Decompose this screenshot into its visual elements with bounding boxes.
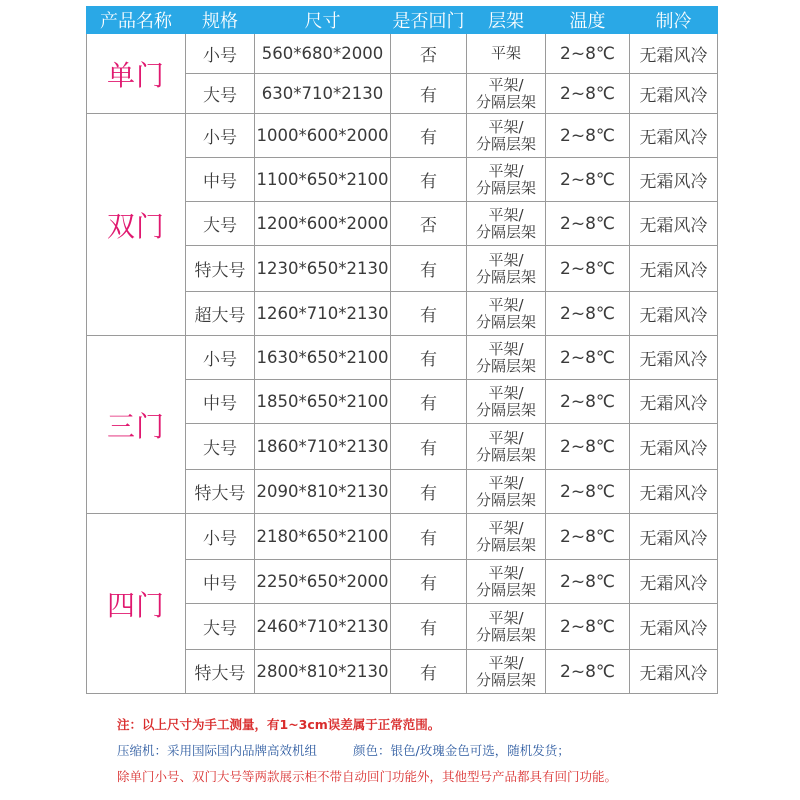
cooling-cell: 无霜风冷: [630, 560, 718, 604]
temperature-cell: 2~8℃: [546, 424, 630, 470]
temperature-cell: 2~8℃: [546, 114, 630, 158]
size-cell: 1850*650*2100: [255, 380, 391, 424]
temperature-cell: 2~8℃: [546, 158, 630, 202]
size-cell: 630*710*2130: [255, 74, 391, 114]
spec-cell: 特大号: [186, 650, 255, 694]
rack-text: 平架/: [488, 117, 524, 136]
rack-text: 平架/: [488, 295, 524, 314]
spec-cell: 大号: [186, 202, 255, 246]
table-row: [87, 114, 718, 158]
size-cell: 2250*650*2000: [255, 560, 391, 604]
spec-cell: 特大号: [186, 246, 255, 292]
rack-text: 分隔层架: [475, 490, 536, 509]
spec-cell: 中号: [186, 380, 255, 424]
rack-text: 分隔层架: [475, 535, 536, 554]
header-rack: 层架: [467, 7, 546, 34]
auto-door-cell: 有: [391, 336, 467, 380]
spec-cell: 大号: [186, 604, 255, 650]
cooling-cell: 无霜风冷: [630, 604, 718, 650]
auto-door-cell: 有: [391, 74, 467, 114]
cooling-cell: 无霜风冷: [630, 114, 718, 158]
rack-cell: [467, 336, 546, 380]
cooling-cell: 无霜风冷: [630, 292, 718, 336]
auto-door-cell: 有: [391, 292, 467, 336]
size-cell: 1230*650*2130: [255, 246, 391, 292]
rack-text: 分隔层架: [475, 92, 536, 111]
spec-cell: 中号: [186, 158, 255, 202]
size-cell: 1100*650*2100: [255, 158, 391, 202]
rack-text: 平架/: [488, 428, 524, 447]
rack-text: 平架/: [488, 205, 524, 224]
rack-text: 分隔层架: [475, 312, 536, 331]
temperature-cell: 2~8℃: [546, 470, 630, 514]
spec-cell: 小号: [186, 114, 255, 158]
rack-text: 分隔层架: [475, 356, 536, 375]
rack-cell: [467, 74, 546, 114]
spec-table-container: [86, 6, 717, 694]
rack-text: 平架/: [488, 608, 524, 627]
spec-table: [86, 6, 718, 694]
header-temperature: 温度: [546, 7, 630, 34]
auto-door-cell: 有: [391, 424, 467, 470]
note-compressor: 压缩机：采用国际国内品牌高效机组: [117, 743, 318, 758]
spec-cell: 大号: [186, 424, 255, 470]
rack-cell: [467, 604, 546, 650]
rack-cell: [467, 650, 546, 694]
spec-cell: 特大号: [186, 470, 255, 514]
product-group-name: 三门: [87, 336, 186, 514]
temperature-cell: 2~8℃: [546, 246, 630, 292]
temperature-cell: 2~8℃: [546, 202, 630, 246]
auto-door-cell: 有: [391, 470, 467, 514]
cooling-cell: 无霜风冷: [630, 470, 718, 514]
spec-cell: 小号: [186, 514, 255, 560]
spec-cell: 小号: [186, 336, 255, 380]
auto-door-cell: 有: [391, 158, 467, 202]
header-spec: 规格: [186, 7, 255, 34]
size-cell: 1260*710*2130: [255, 292, 391, 336]
notes: [117, 712, 617, 790]
rack-cell: [467, 470, 546, 514]
rack-text: 平架/: [488, 473, 524, 492]
rack-cell: [467, 34, 546, 74]
cooling-cell: 无霜风冷: [630, 74, 718, 114]
header-cooling: 制冷: [630, 7, 718, 34]
header-product-name: 产品名称: [87, 7, 186, 34]
auto-door-cell: 有: [391, 514, 467, 560]
rack-text: 分隔层架: [475, 445, 536, 464]
rack-text: 平架/: [488, 75, 524, 94]
rack-text: 平架: [490, 44, 521, 62]
cooling-cell: 无霜风冷: [630, 336, 718, 380]
rack-text: 分隔层架: [475, 400, 536, 419]
size-cell: 2800*810*2130: [255, 650, 391, 694]
product-group-name: 单门: [87, 34, 186, 114]
note-measurement: 注：以上尺寸为手工测量，有1~3cm误差属于正常范围。: [117, 717, 441, 732]
size-cell: 560*680*2000: [255, 34, 391, 74]
header-size: 尺寸: [255, 7, 391, 34]
cooling-cell: 无霜风冷: [630, 650, 718, 694]
rack-text: 平架/: [488, 250, 524, 269]
rack-text: 平架/: [488, 563, 524, 582]
table-row: [87, 514, 718, 560]
auto-door-cell: 有: [391, 604, 467, 650]
rack-text: 分隔层架: [475, 134, 536, 153]
rack-text: 分隔层架: [475, 625, 536, 644]
rack-text: 分隔层架: [475, 267, 536, 286]
cooling-cell: 无霜风冷: [630, 380, 718, 424]
spec-cell: 超大号: [186, 292, 255, 336]
table-row: [87, 336, 718, 380]
size-cell: 2180*650*2100: [255, 514, 391, 560]
auto-door-cell: 有: [391, 246, 467, 292]
size-cell: 1000*600*2000: [255, 114, 391, 158]
size-cell: 1630*650*2100: [255, 336, 391, 380]
table-row: [87, 34, 718, 74]
rack-cell: [467, 202, 546, 246]
auto-door-cell: 有: [391, 114, 467, 158]
size-cell: 1200*600*2000: [255, 202, 391, 246]
header-auto-door: 是否回门: [391, 7, 467, 34]
spec-cell: 大号: [186, 74, 255, 114]
temperature-cell: 2~8℃: [546, 604, 630, 650]
rack-text: 平架/: [488, 653, 524, 672]
temperature-cell: 2~8℃: [546, 380, 630, 424]
cooling-cell: 无霜风冷: [630, 424, 718, 470]
rack-cell: [467, 514, 546, 560]
note-color: 颜色：银色/玫瑰金色可选，随机发货；: [353, 743, 570, 758]
rack-cell: [467, 292, 546, 336]
rack-text: 分隔层架: [475, 222, 536, 241]
table-header-row: [87, 7, 718, 34]
rack-text: 分隔层架: [475, 580, 536, 599]
rack-cell: [467, 114, 546, 158]
cooling-cell: 无霜风冷: [630, 514, 718, 560]
auto-door-cell: 有: [391, 560, 467, 604]
table-body: [87, 34, 718, 694]
rack-cell: [467, 158, 546, 202]
temperature-cell: 2~8℃: [546, 560, 630, 604]
cooling-cell: 无霜风冷: [630, 34, 718, 74]
temperature-cell: 2~8℃: [546, 650, 630, 694]
rack-text: 平架/: [488, 383, 524, 402]
note-auto-door: 除单门小号、双门大号等两款展示柜不带自动回门功能外，其他型号产品都具有回门功能。: [117, 769, 618, 784]
temperature-cell: 2~8℃: [546, 34, 630, 74]
temperature-cell: 2~8℃: [546, 514, 630, 560]
rack-text: 分隔层架: [475, 670, 536, 689]
product-group-name: 四门: [87, 514, 186, 694]
spec-cell: 小号: [186, 34, 255, 74]
temperature-cell: 2~8℃: [546, 336, 630, 380]
rack-cell: [467, 380, 546, 424]
cooling-cell: 无霜风冷: [630, 202, 718, 246]
rack-text: 平架/: [488, 339, 524, 358]
spec-cell: 中号: [186, 560, 255, 604]
auto-door-cell: 否: [391, 202, 467, 246]
auto-door-cell: 有: [391, 380, 467, 424]
auto-door-cell: 有: [391, 650, 467, 694]
rack-cell: [467, 424, 546, 470]
auto-door-cell: 否: [391, 34, 467, 74]
size-cell: 2090*810*2130: [255, 470, 391, 514]
rack-text: 平架/: [488, 161, 524, 180]
rack-text: 平架/: [488, 518, 524, 537]
temperature-cell: 2~8℃: [546, 74, 630, 114]
rack-cell: [467, 246, 546, 292]
product-group-name: 双门: [87, 114, 186, 336]
note-compressor-color-line: [117, 738, 617, 764]
temperature-cell: 2~8℃: [546, 292, 630, 336]
rack-cell: [467, 560, 546, 604]
cooling-cell: 无霜风冷: [630, 158, 718, 202]
cooling-cell: 无霜风冷: [630, 246, 718, 292]
rack-text: 分隔层架: [475, 178, 536, 197]
size-cell: 1860*710*2130: [255, 424, 391, 470]
size-cell: 2460*710*2130: [255, 604, 391, 650]
